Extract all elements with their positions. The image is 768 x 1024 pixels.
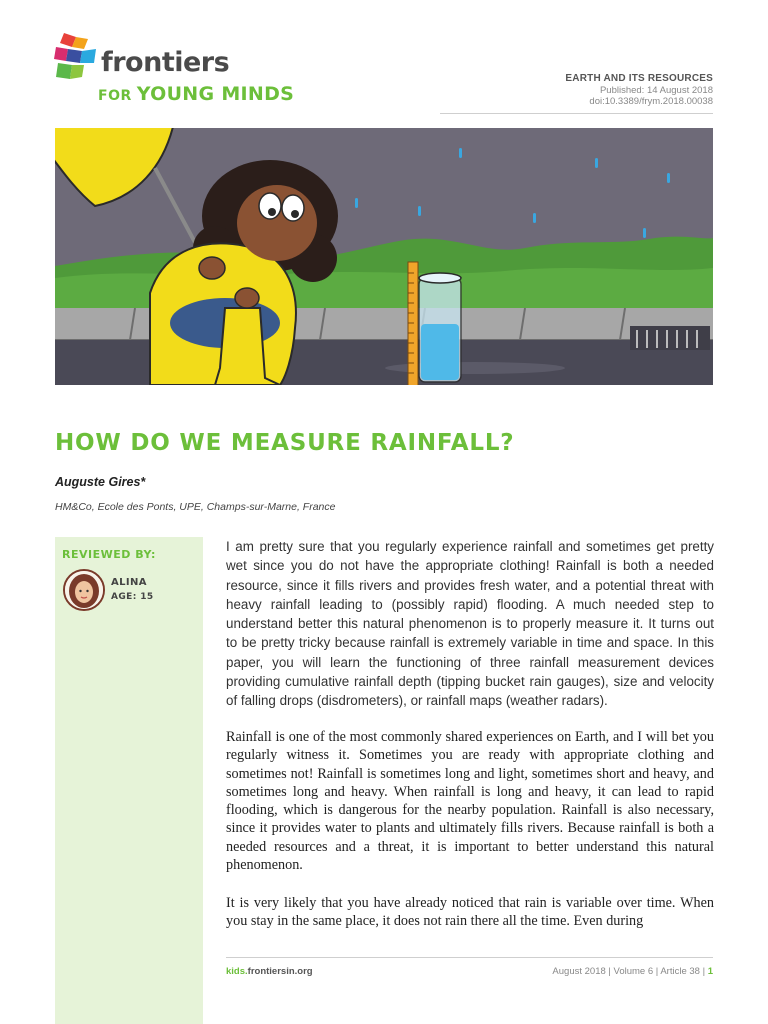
frontiers-logo [54,33,314,108]
published-date: Published: 14 August 2018 [599,84,713,96]
author-affiliation: HM&Co, Ecole des Ponts, UPE, Champs-sur-Marne, France [55,501,336,513]
reviewer-name: ALINA [111,577,147,588]
footer-site-prefix: kids. [226,966,248,977]
frontiers-cube-icon [54,33,98,81]
footer-issue: August 2018 | Volume 6 | Article 38 | [552,966,706,977]
author-name: Auguste Gires* [55,475,146,489]
footer-info [552,966,713,977]
footer-divider [226,957,713,958]
reviewer-sidebar [55,537,203,1024]
reviewed-by-heading: REVIEWED BY: [62,548,156,561]
abstract: I am pretty sure that you regularly experience rainfall and sometimes get pretty wet since you do not have the appropriate clothing! Rainfall is both a needed resource, since it fills rivers and provides fresh water, and a potential threat with heavy rainfall leading to (possibly rapid) flooding. A much needed step to understand better this natural phenomenon is to properly measure it. It turns out to be pretty tricky because rainfall is extremely variable in time and space. In this paper, you will learn the functioning of three rainfall measurement devices providing cumulative rainfall depth (tipping bucket rain gauges), size and velocity of falling drops (disdrometers), or rainfall maps (weather radars). [226,539,714,709]
article-meta [565,73,713,108]
footer-site-link[interactable] [226,966,313,977]
reviewer-age: AGE: 15 [111,592,154,602]
logo-wordmark: frontiers [101,47,230,78]
doi[interactable]: doi:10.3389/frym.2018.00038 [589,96,713,107]
footer-site-rest: frontiersin.org [247,966,313,977]
header-divider [440,113,713,114]
hero-illustration [55,128,713,385]
logo-for: FOR [98,88,132,104]
logo-subtitle [98,83,294,105]
section-label: EARTH AND ITS RESOURCES [565,73,713,84]
logo-young-minds: YOUNG MINDS [136,83,295,105]
article-title: HOW DO WE MEASURE RAINFALL? [55,430,515,456]
reviewer-avatar [63,569,105,611]
body-paragraph-1: Rainfall is one of the most commonly shared experiences on Earth, and I will bet you regularly witness it. Sometimes you are ready with appropriate clothing and sometimes not! Rainfall is sometimes long and light, sometimes short and heavy, and sometimes long and heavy. When rainfall is long and heavy, it can lead to rapid flooding, which is dangerous for the nearby population. Rainfall is also necessary, since it provides water to plants and ultimately fills rivers. Because rainfall is both a needed resources and a threat, it is important to better understand this natural phenomenon. [226,729,714,874]
page-number: 1 [707,966,713,977]
body-paragraph-2: It is very likely that you have already noticed that rain is variable over time. When you stay in the same place, it does not rain there all the time. Even during [226,895,714,930]
